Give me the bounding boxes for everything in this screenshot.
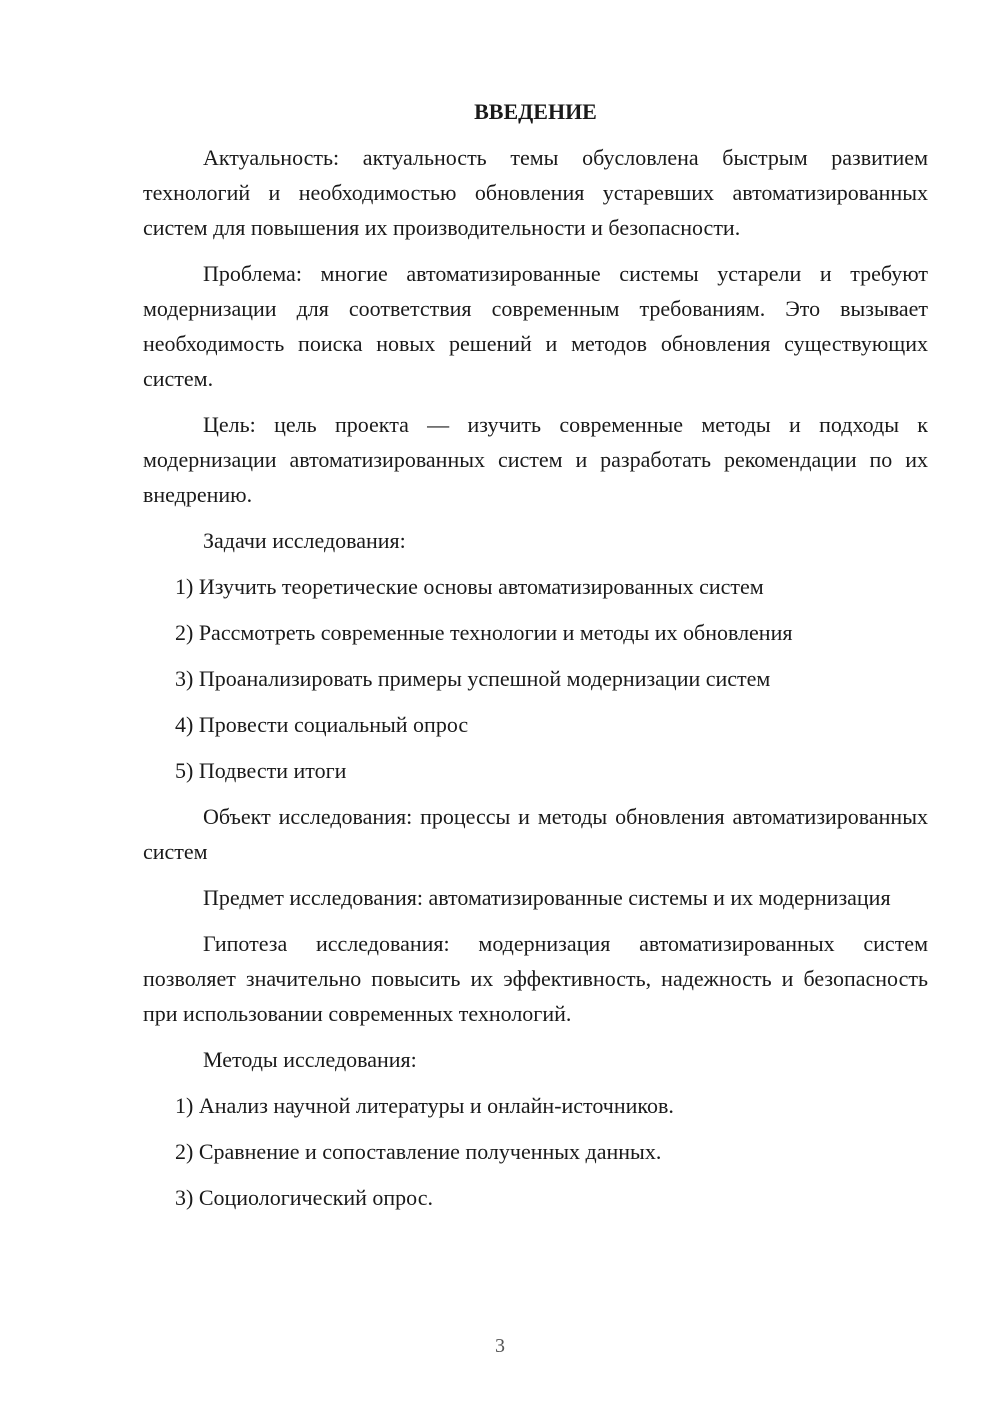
list-item: 3) Социологический опрос. bbox=[175, 1185, 433, 1210]
object-paragraph: Объект исследования: процессы и методы обновления автоматизированных систем bbox=[143, 804, 928, 864]
document-body bbox=[143, 94, 928, 1215]
list-item: 5) Подвести итоги bbox=[175, 758, 347, 783]
page-number: 3 bbox=[495, 1335, 505, 1357]
goal-paragraph: Цель: цель проекта — изучить современные методы и подходы к модернизации автоматизированных систем и разработать рекомендации по их внедрению. bbox=[143, 412, 928, 507]
hypothesis-paragraph: Гипотеза исследования: модернизация автоматизированных систем позволяет значительно повысить их эффективность, надежность и безопасность при использовании современных технологий. bbox=[143, 931, 928, 1026]
tasks-list bbox=[143, 569, 928, 788]
subject-paragraph: Предмет исследования: автоматизированные системы и их модернизация bbox=[203, 885, 891, 910]
section-title: ВВЕДЕНИЕ bbox=[474, 99, 597, 124]
list-item: 1) Изучить теоретические основы автоматизированных систем bbox=[175, 574, 764, 599]
methods-list bbox=[143, 1088, 928, 1215]
methods-heading: Методы исследования: bbox=[203, 1047, 417, 1072]
list-item: 1) Анализ научной литературы и онлайн-источников. bbox=[175, 1093, 674, 1118]
list-item: 3) Проанализировать примеры успешной модернизации систем bbox=[175, 666, 771, 691]
list-item: 2) Рассмотреть современные технологии и методы их обновления bbox=[175, 620, 793, 645]
relevance-paragraph: Актуальность: актуальность темы обусловлена быстрым развитием технологий и необходимостью обновления устаревших автоматизированных систем для повышения их производительности и безопасности. bbox=[143, 145, 928, 240]
list-item: 2) Сравнение и сопоставление полученных данных. bbox=[175, 1139, 662, 1164]
tasks-heading: Задачи исследования: bbox=[203, 528, 406, 553]
problem-paragraph: Проблема: многие автоматизированные системы устарели и требуют модернизации для соответствия современным требованиям. Это вызывает необходимость поиска новых решений и методов обновления существующих систем. bbox=[143, 261, 928, 391]
list-item: 4) Провести социальный опрос bbox=[175, 712, 469, 737]
